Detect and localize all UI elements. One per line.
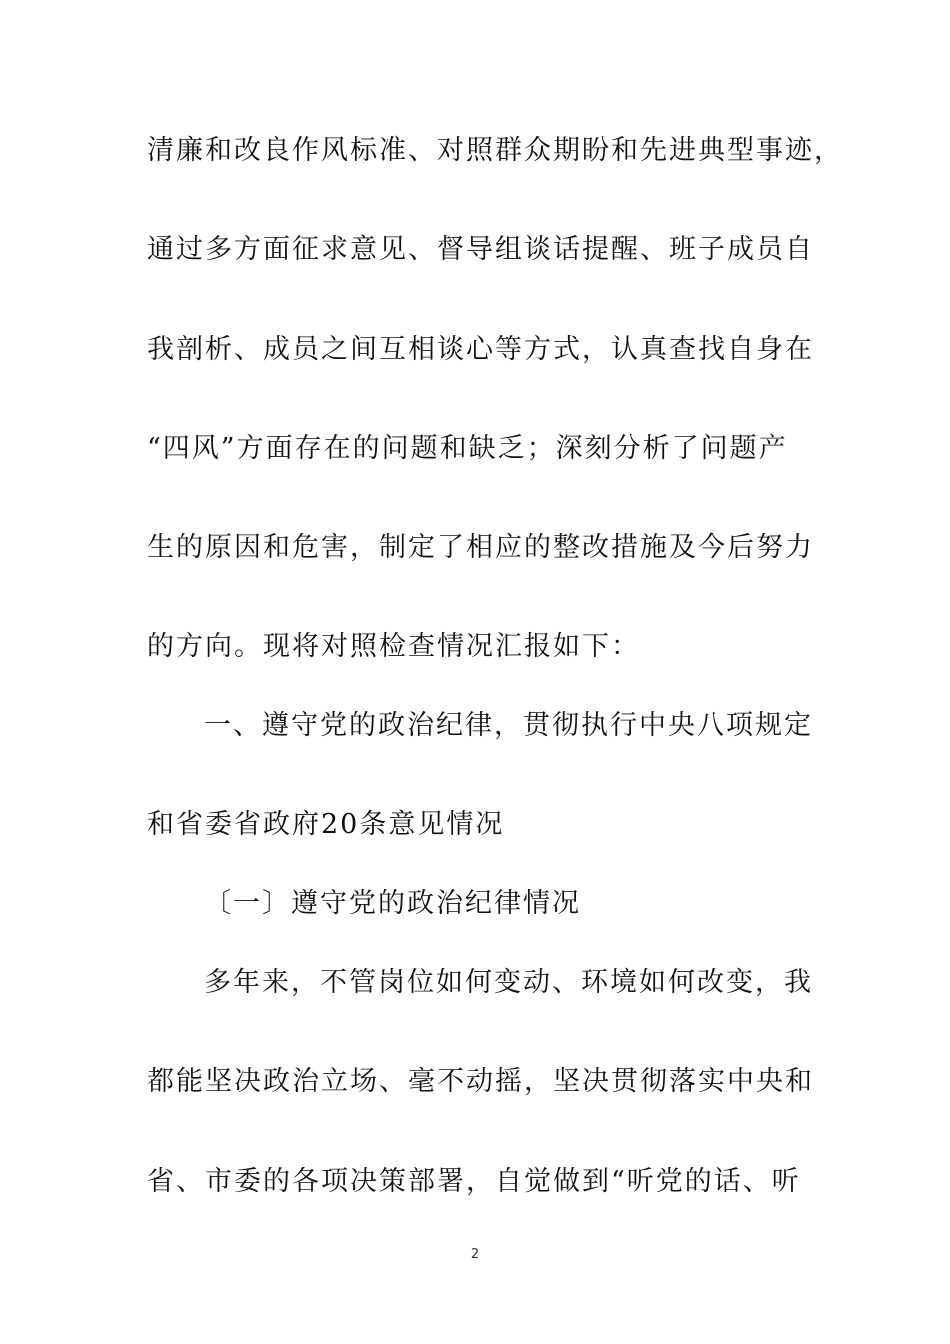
text-line-11: 都能坚决政治立场、毫不动摇，坚决贯彻落实中央和 — [147, 1066, 814, 1097]
text-line-5: 生的原因和危害，制定了相应的整改措施及今后努力 — [147, 532, 814, 563]
text-line-2: 通过多方面征求意见、督导组谈话提醒、班子成员自 — [147, 234, 814, 265]
text-line-3: 我剖析、成员之间互相谈心等方式，认真查找自身在 — [147, 334, 814, 365]
subsection-heading: 〔一〕遵守党的政治纪律情况 — [204, 888, 581, 919]
section-heading-line-2: 和省委省政府20条意见情况 — [147, 809, 505, 840]
text-line-12: 省、市委的各项决策部署，自觉做到“听党的话、听 — [147, 1166, 801, 1197]
text-line-10: 多年来，不管岗位如何变动、环境如何改变，我 — [204, 967, 813, 998]
section-heading-line-1: 一、遵守党的政治纪律，贯彻执行中央八项规定 — [204, 710, 813, 741]
page-number: 2 — [470, 1247, 480, 1262]
text-line-6: 的方向。现将对照检查情况汇报如下： — [147, 631, 640, 662]
text-line-4: “四风”方面存在的问题和缺乏；深刻分析了问题产 — [147, 433, 788, 464]
text-line-1: 清廉和改良作风标准、对照群众期盼和先进典型事迹， — [147, 135, 843, 166]
